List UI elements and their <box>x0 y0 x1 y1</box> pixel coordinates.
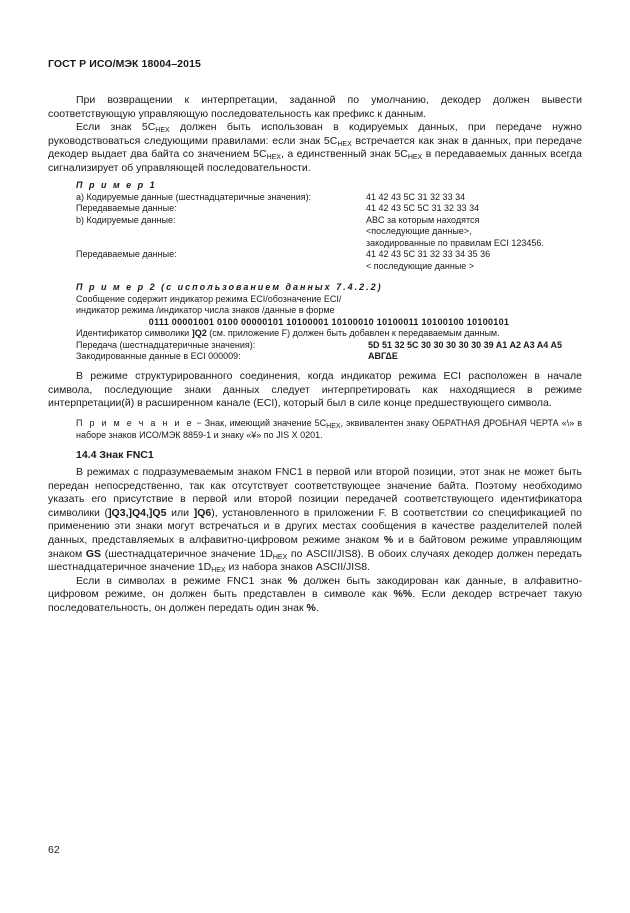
example-2-label: Передача (шестнадцатеричные значения): <box>76 339 256 350</box>
example-2-label: Закодированные данные в ECI 000009: <box>76 351 241 361</box>
example-1-table <box>76 192 582 273</box>
example-2-title: П р и м е р 2 (с использованием данных 7.4.2.2) <box>76 282 383 292</box>
fnc1-section <box>48 466 582 616</box>
example-1 <box>76 180 582 272</box>
example-1-value: ABC за которым находятся <box>366 214 480 225</box>
example-1-value: < последующие данные > <box>366 260 475 271</box>
example-1-label: Передаваемые данные: <box>76 203 177 213</box>
example-1-value: 41 42 43 5C 31 32 33 34 35 36 <box>366 249 491 259</box>
example-2-binary: 0111 00001001 0100 00000101 10100001 10100010 10100011 10100100 10100101 <box>148 316 510 327</box>
intro-section <box>48 94 582 176</box>
example-2-line-2: индикатор режима /индикатор числа знаков /данные в форме <box>76 305 335 315</box>
document-header: ГОСТ Р ИСО/МЭК 18004–2015 <box>48 58 201 70</box>
example-2-value: 5D 51 32 5C 30 30 30 30 30 39 A1 A2 A3 A4 A5 <box>368 339 562 350</box>
example-2-table <box>76 340 582 363</box>
note-label: П р и м е ч а н и е <box>76 418 194 428</box>
example-1-label: a) Кодируемые данные (шестнадцатеричные значения): <box>76 191 312 202</box>
example-1-value: 41 42 43 5C 5C 31 32 33 34 <box>366 203 480 213</box>
fnc1-paragraph-1: В режимах с подразумеваемым знаком FNC1 в первой или второй позиции, этот знак не может быть передан непосредственно, так как отсутствует соответствующее значение байта. Поэтому необходимо указать его присутствие в первой или второй позиции передачей соответствующего идентификатора символики (]Q3,]Q4,]Q5 или ]Q6), установленного в приложении F. В соответствии со спецификацией по применению эти знаки могут встречаться и в других местах сообщения в качестве разделителей полей данных, представляемых в алфавитно-цифровом режиме знаком % и в байтовом режиме управляющим знаком GS (шестнадцатеричное значение $1D_{HEX}$ по ASCII/JIS8). В обоих случаях декодер должен передать шестнадцатеричное значение $1D_{HEX}$ из набора знаков ASCII/JIS8. <box>48 466 583 575</box>
example-2 <box>76 282 582 363</box>
example-1-value: <последующие данные>, <box>366 226 472 236</box>
intro-paragraph-1: При возвращении к интерпретации, заданной по умолчанию, декодер должен вывести соответствующую управляющую последовательность как префикс к данным. <box>48 94 582 120</box>
structured-append-section <box>48 370 582 411</box>
structured-append-paragraph: В режиме структурированного соединения, когда индикатор режима ECI расположен в начале символа, последующие знаки данных следует интерпретировать как находящиеся в режиме интерпретации(й) в расширенном канале (ECI), который был в силе конце предшествующего символа. <box>48 370 582 410</box>
example-1-label <box>76 226 366 238</box>
example-2-identifier: Идентификатор символики ]Q2 (см. приложение F) должен быть добавлен к передаваемым данным. <box>76 328 500 338</box>
example-2-value: ΑΒΓΔΕ <box>368 351 398 361</box>
example-1-value: 41 42 43 5C 31 32 33 34 <box>366 191 466 202</box>
example-1-label: Передаваемые данные: <box>76 249 177 259</box>
example-1-title: П р и м е р 1 <box>76 180 157 190</box>
note: П р и м е ч а н и е − Знак, имеющий значение $5C_{HEX}$, эквивалентен знаку ОБРАТНАЯ ДРОБНАЯ ЧЕРТА «\» в наборе знаков ИСО/МЭК 8859-1 и знаку «¥» по JIS X 0201. <box>76 418 582 440</box>
fnc1-paragraph-2: Если в символах в режиме FNC1 знак % должен быть закодирован как данные, в алфавитно-цифровом режиме, он должен быть представлен в символе как %%. Если декодер встречает такую последовательность, он должен передать один знак %. <box>48 574 582 614</box>
page-number: 62 <box>48 844 60 856</box>
example-1-label: b) Кодируемые данные: <box>76 214 176 225</box>
intro-paragraph-2: Если знак $5C_{HEX}$ должен быть использован в кодируемых данных, при передаче нужно руководствоваться следующими правилами: если знак $5C_{HEX}$ встречается как знак в данных, при передаче декодер выдает два байта со значением $5C_{HEX}$, а единственный знак $5C_{HEX}$ в передаваемых данных всегда сигнализирует об управляющей последовательности. <box>48 121 582 174</box>
example-2-line-1: Сообщение содержит индикатор режима ECI/обозначение ECI/ <box>76 293 342 304</box>
example-1-label <box>76 261 366 273</box>
example-1-label <box>76 238 366 250</box>
section-title: 14.4 Знак FNC1 <box>76 449 154 461</box>
example-1-value: закодированные по правилам ECI 123456. <box>366 237 544 248</box>
